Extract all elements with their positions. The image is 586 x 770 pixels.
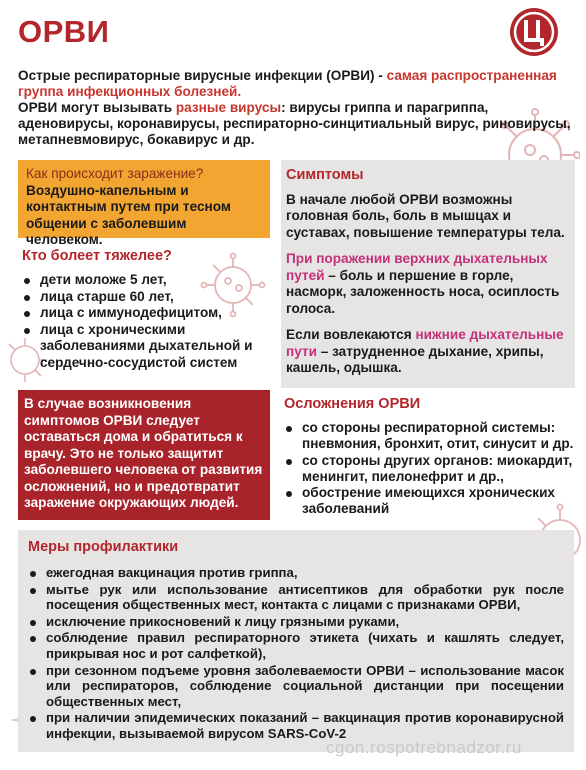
- list-item: при наличии эпидемических показаний – вакцинация против коронавирусной инфекции, вызываемой вирусом SARS-CoV-2: [28, 710, 564, 741]
- prevention-title: Меры профилактики: [28, 539, 179, 555]
- list-item: мытье рук или использование антисептиков для обработки рук после посещения общественных мест, контакта с лицами с признаками ОРВИ,: [28, 582, 564, 613]
- symptoms-lower: Если вовлекаются нижние дыхательные пути – затрудненное дыхание, хрипы, кашель, одышка.: [286, 327, 564, 375]
- list-item: соблюдение правил респираторного этикета (чихать и кашлять следует, прикрывая нос и рот салфеткой),: [28, 630, 564, 661]
- symptoms-box: [281, 160, 575, 388]
- infection-box: [18, 160, 270, 247]
- infection-title: Как происходит заражение?: [26, 166, 204, 181]
- prevention-box: [18, 530, 574, 752]
- symptoms-general: В начале любой ОРВИ возможны головная боль, боль в мышцах и суставах, повышение температуры тела.: [286, 191, 565, 240]
- list-item: при сезонном подъеме уровня заболеваемости ОРВИ – использование масок или респираторов, соблюдение социальной дистанции при посещении общественных мест,: [28, 663, 564, 710]
- risk-groups-list: [22, 272, 272, 372]
- list-item: дети моложе 5 лет,: [22, 272, 272, 289]
- symptoms-title: Симптомы: [286, 167, 364, 183]
- page-title: ОРВИ: [18, 14, 110, 49]
- infection-text: Воздушно-капельным и контактным путем при тесном общении с заболевшим человеком.: [26, 182, 231, 247]
- list-item: исключение прикосновений к лицу грязными руками,: [28, 614, 564, 630]
- complications-title: Осложнения ОРВИ: [284, 396, 421, 412]
- list-item: обострение имеющихся хронических заболеваний: [284, 485, 576, 518]
- prevention-list: [28, 565, 564, 742]
- footer-url: cgon.rospotrebnadzor.ru: [326, 738, 522, 757]
- intro-paragraph-1: Острые респираторные вирусные инфекции (ОРВИ) - самая распространенная группа инфекционных болезней.: [18, 68, 557, 99]
- list-item: ежегодная вакцинация против гриппа,: [28, 565, 564, 581]
- risk-groups-title: Кто болеет тяжелее?: [22, 248, 172, 264]
- complications-list: [284, 420, 576, 518]
- list-item: лица с иммунодефицитом,: [22, 305, 272, 322]
- list-item: лица с хроническими заболеваниями дыхательной и сердечно-сосудистой систем: [22, 322, 272, 372]
- intro-text: [18, 68, 574, 148]
- list-item: лица старше 60 лет,: [22, 289, 272, 306]
- list-item: со стороны респираторной системы: пневмония, бронхит, отит, синусит и др.: [284, 420, 576, 453]
- advice-text: В случае возникновения симптомов ОРВИ следует оставаться дома и обратиться к врачу. Это не только защитит заболевшего человека от развития осложнений, но и предотвратит заражение окружающих людей.: [24, 396, 263, 510]
- intro-paragraph-2: ОРВИ могут вызывать разные вирусы: вирусы гриппа и парагриппа, аденовирусы, коронавирусы, респираторно-синцитиальный вирус, риновирусы, метапневмовирус, бокавирус и др.: [18, 100, 571, 147]
- list-item: со стороны других органов: миокардит, менингит, пиелонефрит и др.,: [284, 453, 576, 486]
- symptoms-upper: При поражении верхних дыхательных путей – боль и першение в горле, насморк, заложенность носа, осиплость голоса.: [286, 251, 560, 316]
- rospotrebnadzor-logo-icon: [509, 7, 559, 57]
- advice-box: [18, 390, 270, 520]
